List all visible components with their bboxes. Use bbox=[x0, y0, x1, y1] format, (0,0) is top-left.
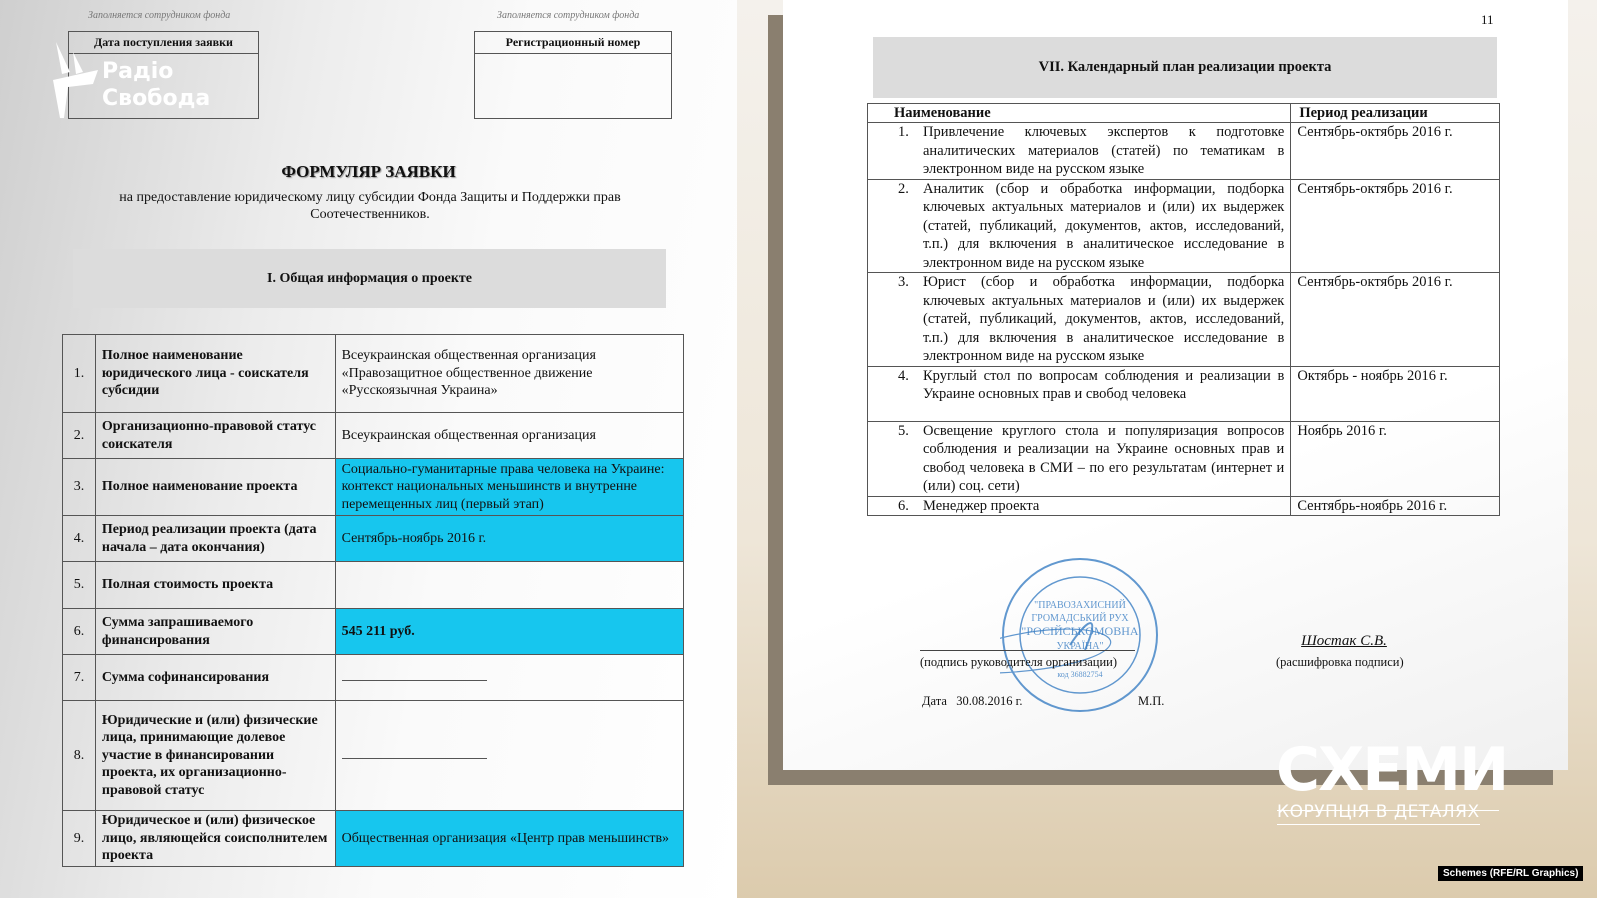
row-number: 3. bbox=[63, 459, 96, 516]
row-number: 5. bbox=[63, 562, 96, 609]
registration-number-box: Регистрационный номер bbox=[474, 31, 672, 119]
project-info-table bbox=[62, 334, 684, 867]
row-number: 7. bbox=[63, 655, 96, 701]
table-row bbox=[868, 496, 1500, 516]
task-name: 4. Круглый стол по вопросам соблюдения и реализации в Украине основных прав и свобод человека bbox=[868, 366, 1291, 421]
table-row bbox=[63, 811, 684, 867]
table-row bbox=[868, 123, 1500, 180]
section-title: I. Общая информация о проекте bbox=[73, 249, 666, 308]
row-value bbox=[335, 655, 683, 701]
table-row bbox=[63, 413, 684, 459]
table-row bbox=[868, 179, 1500, 273]
task-period: Ноябрь 2016 г. bbox=[1291, 421, 1500, 496]
page-number: 11 bbox=[1481, 12, 1494, 27]
task-period: Сентябрь-октябрь 2016 г. bbox=[1291, 273, 1500, 367]
row-value: Общественная организация «Центр прав меньшинств» bbox=[335, 811, 683, 867]
task-period: Сентябрь-октябрь 2016 г. bbox=[1291, 179, 1500, 273]
row-label: Юридические и (или) физические лица, принимающие долевое участие в финансировании проекта, их организационно-правовой статус bbox=[95, 701, 335, 811]
task-period: Сентябрь-ноябрь 2016 г. bbox=[1291, 496, 1500, 516]
task-name: 5. Освещение круглого стола и популяризация вопросов соблюдения и реализации на Украине основных прав и свобод человека в СМИ – по его результатам (интернет и (или) соц. сети) bbox=[868, 421, 1291, 496]
row-value: 545 211 руб. bbox=[335, 609, 683, 655]
task-name: 2. Аналитик (сбор и обработка информации, подборка ключевых актуальных материалов и (или) их выдержек (статей, публикаций, документов, актов, исследований, т.п.) для включения в аналитическое исследование в электронном виде на русском языке bbox=[868, 179, 1291, 273]
signature-caption: (подпись руководителя организации) bbox=[920, 655, 1118, 669]
row-value: Всеукраинская общественная организация «Правозащитное общественное движение «Русскоязычная Украина» bbox=[335, 335, 683, 413]
table-row bbox=[63, 516, 684, 562]
task-name: 1. Привлечение ключевых экспертов к подготовке аналитических материалов (статей) по тематикам в электронном виде на русском языке bbox=[868, 123, 1291, 180]
filled-by-note: Заполняется сотрудником фонда bbox=[88, 10, 231, 21]
row-number: 9. bbox=[63, 811, 96, 867]
form-title: ФОРМУЛЯР ЗАЯВКИ bbox=[281, 162, 456, 181]
image-credit: Schemes (RFE/RL Graphics) bbox=[1438, 866, 1583, 881]
torch-icon bbox=[48, 42, 103, 120]
svg-text:ГРОМАДСЬКИЙ РУХ: ГРОМАДСЬКИЙ РУХ bbox=[1031, 613, 1129, 624]
row-label: Период реализации проекта (дата начала – дата окончания) bbox=[95, 516, 335, 562]
table-row bbox=[63, 459, 684, 516]
row-value: Сентябрь-ноябрь 2016 г. bbox=[335, 516, 683, 562]
row-number: 8. bbox=[63, 701, 96, 811]
col-header-period: Период реализации bbox=[1291, 104, 1500, 123]
blank-line bbox=[342, 680, 487, 681]
table-row bbox=[868, 273, 1500, 367]
table-row bbox=[63, 609, 684, 655]
row-value bbox=[335, 701, 683, 811]
table-row bbox=[63, 335, 684, 413]
row-label: Сумма софинансирования bbox=[95, 655, 335, 701]
table-row bbox=[63, 562, 684, 609]
row-label: Юридическое и (или) физическое лицо, являющейся соисполнителем проекта bbox=[95, 811, 335, 867]
row-label: Сумма запрашиваемого финансирования bbox=[95, 609, 335, 655]
radio-logo-text: Радіо Свобода bbox=[102, 59, 211, 111]
table-row bbox=[868, 366, 1500, 421]
blank-line bbox=[342, 758, 487, 759]
signature-line bbox=[920, 650, 1135, 651]
date-received-box: Дата поступления заявки bbox=[68, 31, 259, 119]
table-row bbox=[63, 655, 684, 701]
table-row bbox=[868, 421, 1500, 496]
schemes-tagline: КОРУПЦІЯ В ДЕТАЛЯХ bbox=[1277, 800, 1480, 825]
seal-label: М.П. bbox=[1138, 694, 1165, 708]
radio-svoboda-logo bbox=[48, 42, 218, 122]
task-name: 3. Юрист (сбор и обработка информации, подборка ключевых актуальных материалов и (или) их выдержек (статей, публикаций, документов, актов, исследований, т.п.) для включения в аналитическое исследование в электронном виде на русском языке bbox=[868, 273, 1291, 367]
col-header-name: Наименование bbox=[868, 104, 1291, 123]
row-number: 4. bbox=[63, 516, 96, 562]
signer-name: Шостак С.В. bbox=[1301, 633, 1387, 649]
svg-text:"РОСІЙСЬКОМОВНА: "РОСІЙСЬКОМОВНА bbox=[1021, 624, 1139, 638]
row-value: Социально-гуманитарные права человека на Украине: контекст национальных меньшинств и внутренне перемещенных лиц (первый этап) bbox=[335, 459, 683, 516]
date-line: Дата 30.08.2016 г. bbox=[922, 694, 1023, 708]
row-value bbox=[335, 562, 683, 609]
svg-text:"ПРАВОЗАХИСНИЙ: "ПРАВОЗАХИСНИЙ bbox=[1034, 600, 1126, 611]
section-title: VII. Календарный план реализации проекта bbox=[873, 37, 1497, 98]
task-period: Сентябрь-октябрь 2016 г. bbox=[1291, 123, 1500, 180]
filled-by-note: Заполняется сотрудником фонда bbox=[497, 10, 640, 21]
row-label: Организационно-правовой статус соискателя bbox=[95, 413, 335, 459]
calendar-plan-table bbox=[867, 103, 1500, 516]
row-label: Полная стоимость проекта bbox=[95, 562, 335, 609]
table-row bbox=[63, 701, 684, 811]
row-number: 6. bbox=[63, 609, 96, 655]
decode-caption: (расшифровка подписи) bbox=[1276, 655, 1404, 669]
row-number: 2. bbox=[63, 413, 96, 459]
svg-text:УКРАЇНА": УКРАЇНА" bbox=[1056, 641, 1104, 652]
organization-stamp bbox=[1000, 555, 1165, 715]
row-label: Полное наименование проекта bbox=[95, 459, 335, 516]
form-subtitle: на предоставление юридическому лицу субсидии Фонда Защиты и Поддержки прав Соотечественников. bbox=[119, 190, 621, 222]
row-value: Всеукраинская общественная организация bbox=[335, 413, 683, 459]
task-name: 6. Менеджер проекта bbox=[868, 496, 1291, 516]
task-period: Октябрь - ноябрь 2016 г. bbox=[1291, 366, 1500, 421]
row-label: Полное наименование юридического лица - соискателя субсидии bbox=[95, 335, 335, 413]
row-number: 1. bbox=[63, 335, 96, 413]
svg-text:код 36882754: код 36882754 bbox=[1057, 670, 1103, 679]
schemes-logo: СХЕМИ bbox=[1276, 735, 1508, 805]
